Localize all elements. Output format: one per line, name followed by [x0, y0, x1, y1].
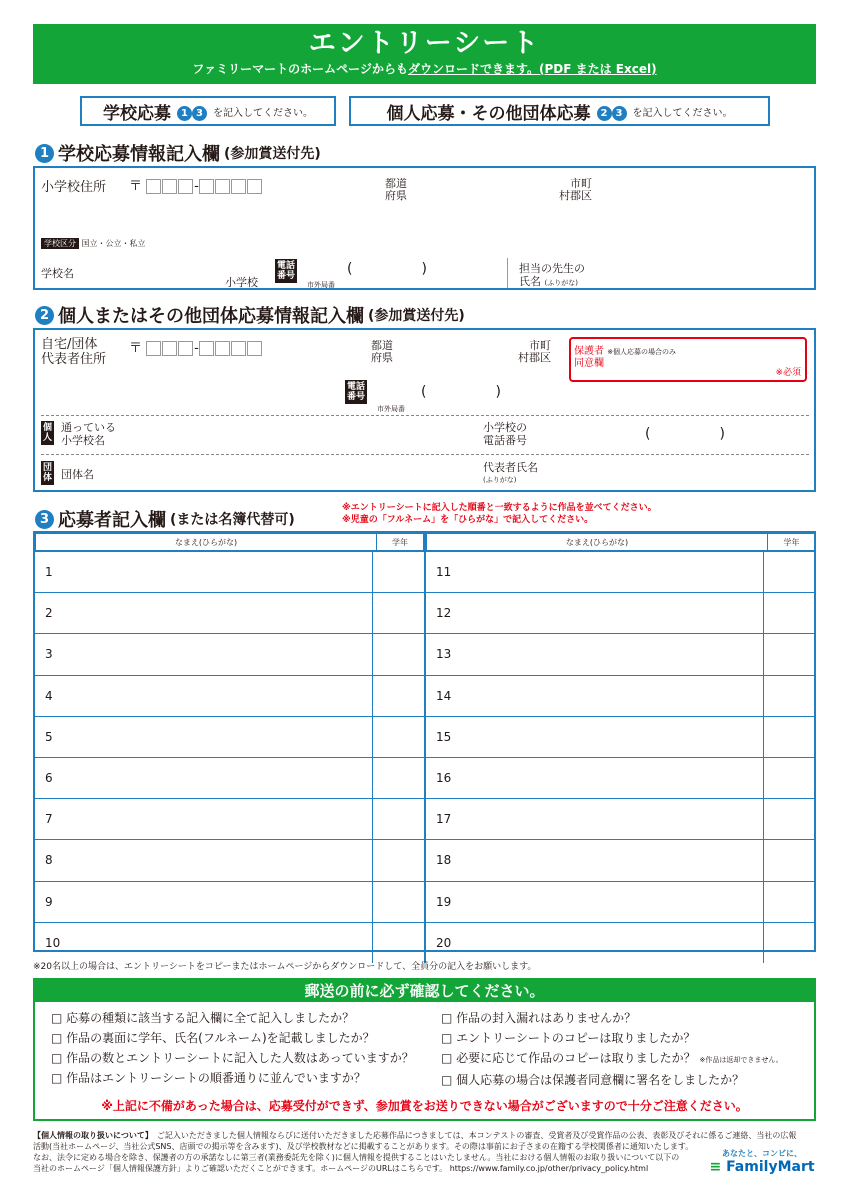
header-banner — [33, 24, 816, 84]
school-phone-label: 小学校の 電話番号 — [483, 421, 527, 447]
col-name-header: なまえ(ひらがな) — [427, 534, 768, 551]
rep-name-label: 代表者氏名 (ふりがな) — [483, 461, 538, 484]
phone-badge-2: 電話 番号 — [347, 382, 366, 402]
row-number: 2 — [35, 593, 373, 633]
check-item[interactable]: □ 応募の種類に該当する記入欄に全て記入しましたか？ — [51, 1011, 355, 1025]
name-row[interactable] — [35, 757, 424, 798]
phone-field-2[interactable]: ( ) — [421, 384, 501, 400]
section1-form — [33, 166, 816, 290]
col-grade-header: 学年 — [377, 534, 424, 551]
check-item[interactable]: □ 作品の裏面に学年、氏名(フルネーム)を記載しましたか？ — [51, 1031, 375, 1045]
check-item[interactable]: □ 必要に応じて作品のコピーは取りましたか？ ※作品は返却できません。 — [441, 1051, 783, 1065]
name-row[interactable] — [35, 592, 424, 633]
school-address-label: 小学校住所 — [41, 180, 107, 195]
area-code-note: 市外局番 — [307, 281, 335, 289]
check-item[interactable]: □ 作品の数とエントリーシートに記入した人数はあっていますか？ — [51, 1051, 414, 1065]
name-row[interactable] — [35, 922, 424, 963]
checklist-warning: ※上記に不備があった場合は、応募受付ができず、参加賞をお送りできない場合がございますので十分ご注意ください。 — [101, 1099, 748, 1113]
zip-field[interactable]: 〒 - — [129, 175, 263, 194]
name-row[interactable] — [426, 881, 816, 922]
divider — [41, 415, 809, 416]
privacy-notice: 【個人情報の取り扱いについて】 ご記入いただきました個人情報ならびに送付いただきました応募作品につきましては、本コンテストの審査、受賞者及び受賞作品の公表、表彰及びそれに係るご連絡、当社の広報 活動(当社ホームページ、当社公式SNS、店頭での掲示等を含みます)、及び学校教材などに掲載することがあります。その際は事前にお子さまの在籍する学校関係者に通知いたします。 なお、法令に定める場合を除き、保護者の方の承諾なしに第三者(業務委託先を除く)に個人情報を提供することはいたしません。当社における個人情報のお取り扱いについて以下の 当社のホームページ「個人情報保護方針」よりご確認いただくことができます。ホームページのURLはこちらです。 https://www.family.co.jp/other/privacy_policy.html — [33, 1131, 797, 1173]
names-right — [424, 533, 816, 963]
row-number: 9 — [35, 882, 373, 922]
names-left — [35, 533, 424, 963]
name-row[interactable] — [35, 839, 424, 880]
section2-heading: 2 個人またはその他団体応募情報記入欄 (参加賞送付先) — [35, 302, 465, 328]
checklist-left — [51, 1008, 414, 1088]
home-address-label: 自宅/団体 代表者住所 — [41, 337, 107, 367]
school-entry-tab: 学校応募 1 3 を記入してください。 — [80, 96, 336, 126]
row-number: 5 — [35, 717, 373, 757]
name-row[interactable] — [35, 716, 424, 757]
city-label: 市町 村郡区 — [559, 177, 592, 202]
group-name-label: 団体名 — [61, 468, 94, 481]
school-type: 学校区分 国立・公立・私立 — [41, 238, 146, 249]
school-phone-field[interactable]: ( ) — [645, 426, 725, 442]
row-number: 10 — [35, 923, 373, 963]
zip-field-2[interactable]: 〒 - — [129, 337, 263, 356]
check-item[interactable]: □ エントリーシートのコピーは取りましたか？ — [441, 1031, 696, 1045]
name-row[interactable] — [426, 716, 816, 757]
row-number: 19 — [426, 882, 764, 922]
row-number: 20 — [426, 923, 764, 963]
area-code-note-2: 市外局番 — [377, 405, 405, 413]
row-number: 16 — [426, 758, 764, 798]
row-number: 18 — [426, 840, 764, 880]
names-footnote: ※20名以上の場合は、エントリーシートをコピーまたはホームページからダウンロードして、全員分の記入をお願いします。 — [33, 962, 537, 972]
logo-stripe: ≡ — [709, 1159, 722, 1175]
row-number: 7 — [35, 799, 373, 839]
page-subtitle: ファミリーマートのホームページからもダウンロードできます。(PDF または Excel) — [192, 62, 657, 76]
row-number: 4 — [35, 676, 373, 716]
name-row[interactable] — [426, 551, 816, 592]
row-number: 15 — [426, 717, 764, 757]
section1-heading: 1 学校応募情報記入欄 (参加賞送付先) — [35, 140, 321, 166]
name-row[interactable] — [35, 798, 424, 839]
phone-field[interactable]: ( ) — [347, 261, 427, 277]
divider — [507, 258, 508, 288]
section3-notes: ※エントリーシートに記入した順番と一致するように作品を並べてください。 ※児童の「フルネーム」を「ひらがな」で記入してください。 — [342, 503, 657, 525]
school-attend-label: 通っている 小学校名 — [61, 421, 116, 447]
page-title: エントリーシート — [308, 28, 541, 59]
names-right-rows — [426, 551, 816, 963]
name-row[interactable] — [426, 757, 816, 798]
familymart-logo: あなたと、コンビに、 ≡ FamilyMart — [708, 1148, 816, 1182]
phone-badge: 電話 番号 — [277, 261, 296, 281]
group-badge: 団 体 — [43, 463, 53, 483]
name-row[interactable] — [426, 922, 816, 963]
row-number: 12 — [426, 593, 764, 633]
guardian-consent-box[interactable] — [569, 337, 807, 382]
col-name-header: なまえ(ひらがな) — [36, 534, 377, 551]
name-row[interactable] — [426, 592, 816, 633]
names-table — [33, 531, 816, 952]
col-grade-header: 学年 — [768, 534, 816, 551]
required-note: ※必須 — [775, 368, 801, 378]
row-number: 11 — [426, 552, 764, 592]
checklist-right — [441, 1008, 783, 1090]
city-label-2: 市町 村郡区 — [518, 339, 551, 364]
checklist-box — [33, 978, 816, 1121]
check-item[interactable]: □ 作品はエントリーシートの順番通りに並んでいますか？ — [51, 1071, 366, 1085]
name-row[interactable] — [35, 881, 424, 922]
individual-badge: 個 人 — [43, 423, 53, 443]
row-number: 13 — [426, 634, 764, 674]
download-link[interactable]: ダウンロードできます。(PDF または Excel) — [407, 62, 657, 76]
name-row[interactable] — [426, 839, 816, 880]
section2-form — [33, 328, 816, 492]
checklist-title: 郵送の前に必ず確認してください。 — [35, 980, 814, 1002]
row-number: 8 — [35, 840, 373, 880]
school-type-badge: 学校区分 — [41, 238, 79, 249]
section3-heading: 3 応募者記入欄 (または名簿代替可) — [35, 506, 295, 532]
name-row[interactable] — [426, 798, 816, 839]
divider — [41, 454, 809, 455]
school-name-label: 学校名 — [41, 267, 74, 280]
name-row[interactable] — [35, 633, 424, 674]
individual-entry-tab: 個人応募・その他団体応募 2 3 を記入してください。 — [349, 96, 770, 126]
name-row[interactable] — [426, 633, 816, 674]
consent-label: 同意欄 — [574, 358, 604, 369]
name-row[interactable] — [426, 675, 816, 716]
check-item[interactable]: □ 作品の封入漏れはありませんか？ — [441, 1011, 637, 1025]
pref-label-2: 都道 府県 — [371, 339, 393, 364]
name-row[interactable] — [35, 551, 424, 592]
school-suffix: 小学校 — [225, 276, 258, 289]
pref-label: 都道 府県 — [385, 177, 407, 202]
row-number: 1 — [35, 552, 373, 592]
guardian-label: 保護者 ※個人応募の場合のみ — [574, 346, 677, 357]
row-number: 14 — [426, 676, 764, 716]
row-number: 3 — [35, 634, 373, 674]
row-number: 17 — [426, 799, 764, 839]
name-row[interactable] — [35, 675, 424, 716]
check-item[interactable]: □ 個人応募の場合は保護者同意欄に署名をしましたか？ — [441, 1073, 745, 1087]
row-number: 6 — [35, 758, 373, 798]
names-left-rows — [35, 551, 424, 963]
teacher-label: 担当の先生の 氏名 (ふりがな) — [519, 262, 585, 288]
